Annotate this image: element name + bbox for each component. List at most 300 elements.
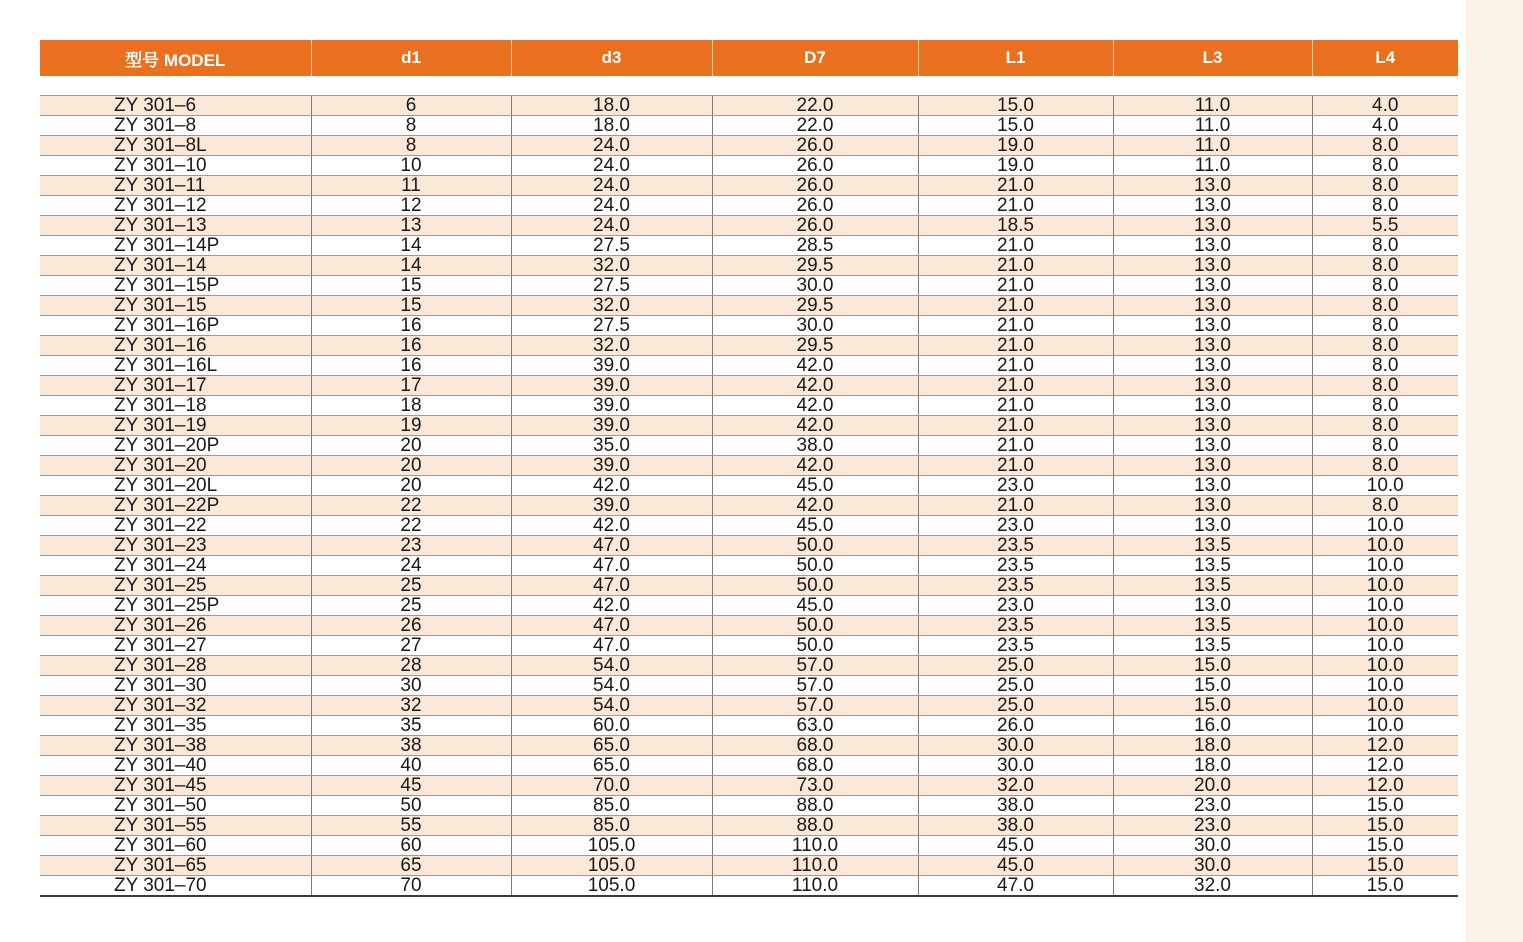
table-row [40,576,1458,596]
cell-L1: 15.0 [918,96,1113,116]
cell-model: ZY 301–65 [40,856,311,876]
cell-d1: 14 [311,236,511,256]
cell-L1: 21.0 [918,416,1113,436]
cell-model: ZY 301–27 [40,636,311,656]
cell-L4: 15.0 [1312,796,1458,816]
cell-D7: 26.0 [712,156,918,176]
cell-d3: 42.0 [511,596,712,616]
cell-d3: 24.0 [511,156,712,176]
cell-L1: 25.0 [918,696,1113,716]
cell-d1: 20 [311,456,511,476]
cell-L4: 12.0 [1312,776,1458,796]
table-row [40,276,1458,296]
cell-L3: 13.5 [1113,536,1312,556]
table-row [40,356,1458,376]
cell-L4: 15.0 [1312,856,1458,876]
cell-d3: 65.0 [511,756,712,776]
cell-D7: 28.5 [712,236,918,256]
cell-L1: 21.0 [918,396,1113,416]
table-row [40,716,1458,736]
cell-d1: 25 [311,576,511,596]
cell-L1: 21.0 [918,356,1113,376]
cell-d3: 24.0 [511,196,712,216]
cell-d3: 39.0 [511,396,712,416]
cell-L4: 10.0 [1312,616,1458,636]
cell-d1: 11 [311,176,511,196]
cell-L4: 4.0 [1312,96,1458,116]
cell-L1: 21.0 [918,316,1113,336]
cell-D7: 38.0 [712,436,918,456]
cell-L1: 30.0 [918,756,1113,776]
cell-L3: 13.5 [1113,576,1312,596]
cell-D7: 57.0 [712,656,918,676]
cell-L3: 11.0 [1113,116,1312,136]
table-row [40,876,1458,897]
cell-d1: 27 [311,636,511,656]
cell-d1: 23 [311,536,511,556]
cell-L1: 21.0 [918,336,1113,356]
cell-L3: 18.0 [1113,756,1312,776]
cell-d3: 39.0 [511,376,712,396]
cell-L3: 15.0 [1113,656,1312,676]
cell-d3: 35.0 [511,436,712,456]
cell-L4: 10.0 [1312,516,1458,536]
cell-L1: 23.5 [918,576,1113,596]
cell-L1: 23.0 [918,476,1113,496]
cell-L4: 12.0 [1312,736,1458,756]
cell-d3: 65.0 [511,736,712,756]
cell-L4: 15.0 [1312,836,1458,856]
cell-d3: 42.0 [511,516,712,536]
cell-d1: 60 [311,836,511,856]
cell-D7: 22.0 [712,116,918,136]
cell-L4: 8.0 [1312,196,1458,216]
cell-model: ZY 301–22 [40,516,311,536]
cell-model: ZY 301–20 [40,456,311,476]
cell-d1: 28 [311,656,511,676]
cell-model: ZY 301–6 [40,96,311,116]
cell-L4: 8.0 [1312,276,1458,296]
cell-L4: 8.0 [1312,256,1458,276]
cell-L4: 4.0 [1312,116,1458,136]
table-row [40,236,1458,256]
cell-d3: 105.0 [511,876,712,897]
cell-model: ZY 301–70 [40,876,311,897]
cell-L4: 12.0 [1312,756,1458,776]
cell-D7: 26.0 [712,136,918,156]
cell-model: ZY 301–35 [40,716,311,736]
cell-d3: 39.0 [511,496,712,516]
cell-d1: 15 [311,296,511,316]
cell-model: ZY 301–25P [40,596,311,616]
cell-d1: 20 [311,436,511,456]
cell-model: ZY 301–15P [40,276,311,296]
table-row [40,736,1458,756]
cell-d1: 8 [311,116,511,136]
cell-d1: 26 [311,616,511,636]
table-row [40,636,1458,656]
cell-model: ZY 301–10 [40,156,311,176]
cell-L4: 10.0 [1312,636,1458,656]
cell-d1: 19 [311,416,511,436]
cell-d3: 18.0 [511,116,712,136]
cell-L4: 8.0 [1312,236,1458,256]
cell-d1: 18 [311,396,511,416]
header-L4: L4 [1312,40,1458,76]
cell-L3: 11.0 [1113,136,1312,156]
cell-L1: 25.0 [918,656,1113,676]
cell-d3: 24.0 [511,176,712,196]
table-row [40,336,1458,356]
cell-D7: 50.0 [712,616,918,636]
header-d3: d3 [511,40,712,76]
cell-L4: 8.0 [1312,176,1458,196]
cell-D7: 42.0 [712,456,918,476]
cell-L1: 19.0 [918,156,1113,176]
cell-model: ZY 301–25 [40,576,311,596]
cell-L3: 15.0 [1113,676,1312,696]
cell-D7: 50.0 [712,536,918,556]
cell-model: ZY 301–18 [40,396,311,416]
cell-L1: 21.0 [918,296,1113,316]
table-row [40,676,1458,696]
cell-L1: 21.0 [918,376,1113,396]
cell-D7: 57.0 [712,696,918,716]
cell-D7: 29.5 [712,336,918,356]
table-row [40,476,1458,496]
table-row [40,856,1458,876]
table-row [40,176,1458,196]
cell-L4: 10.0 [1312,676,1458,696]
cell-model: ZY 301–8 [40,116,311,136]
cell-L1: 23.5 [918,636,1113,656]
cell-L1: 23.5 [918,556,1113,576]
cell-L3: 16.0 [1113,716,1312,736]
cell-d3: 42.0 [511,476,712,496]
cell-D7: 45.0 [712,476,918,496]
table-row [40,656,1458,676]
cell-d3: 39.0 [511,416,712,436]
cell-D7: 63.0 [712,716,918,736]
cell-d3: 54.0 [511,676,712,696]
table-row [40,376,1458,396]
cell-model: ZY 301–40 [40,756,311,776]
cell-model: ZY 301–23 [40,536,311,556]
cell-model: ZY 301–19 [40,416,311,436]
cell-L4: 8.0 [1312,496,1458,516]
cell-d1: 22 [311,516,511,536]
cell-D7: 110.0 [712,876,918,897]
cell-model: ZY 301–12 [40,196,311,216]
cell-D7: 29.5 [712,296,918,316]
cell-L4: 10.0 [1312,476,1458,496]
cell-d1: 14 [311,256,511,276]
table-row [40,96,1458,116]
cell-D7: 42.0 [712,496,918,516]
cell-d1: 13 [311,216,511,236]
table-row [40,596,1458,616]
cell-d3: 39.0 [511,456,712,476]
table-row [40,496,1458,516]
cell-model: ZY 301–13 [40,216,311,236]
cell-d1: 40 [311,756,511,776]
table-row [40,836,1458,856]
cell-L3: 13.0 [1113,376,1312,396]
cell-model: ZY 301–20L [40,476,311,496]
cell-model: ZY 301–14 [40,256,311,276]
table-row [40,316,1458,336]
specification-table [40,40,1458,897]
cell-D7: 26.0 [712,196,918,216]
cell-model: ZY 301–45 [40,776,311,796]
cell-L3: 13.0 [1113,416,1312,436]
cell-model: ZY 301–22P [40,496,311,516]
cell-D7: 110.0 [712,856,918,876]
cell-d3: 47.0 [511,576,712,596]
cell-L4: 8.0 [1312,136,1458,156]
cell-L1: 15.0 [918,116,1113,136]
table-row [40,296,1458,316]
cell-L3: 13.0 [1113,356,1312,376]
cell-L3: 13.0 [1113,476,1312,496]
table-row [40,436,1458,456]
cell-D7: 110.0 [712,836,918,856]
cell-d1: 65 [311,856,511,876]
cell-L3: 13.5 [1113,556,1312,576]
cell-d3: 24.0 [511,216,712,236]
table-row [40,696,1458,716]
cell-D7: 42.0 [712,416,918,436]
cell-D7: 30.0 [712,276,918,296]
cell-D7: 50.0 [712,576,918,596]
cell-L3: 13.0 [1113,496,1312,516]
cell-D7: 88.0 [712,816,918,836]
cell-d3: 47.0 [511,616,712,636]
cell-L1: 19.0 [918,136,1113,156]
cell-L1: 23.0 [918,516,1113,536]
cell-L3: 13.0 [1113,196,1312,216]
header-d1: d1 [311,40,511,76]
cell-L4: 8.0 [1312,416,1458,436]
cell-model: ZY 301–26 [40,616,311,636]
cell-L4: 10.0 [1312,656,1458,676]
cell-L4: 8.0 [1312,316,1458,336]
cell-d1: 25 [311,596,511,616]
cell-d1: 22 [311,496,511,516]
cell-d3: 27.5 [511,316,712,336]
cell-d1: 32 [311,696,511,716]
cell-L1: 45.0 [918,856,1113,876]
cell-L1: 38.0 [918,796,1113,816]
cell-L3: 13.0 [1113,296,1312,316]
cell-D7: 26.0 [712,176,918,196]
cell-D7: 88.0 [712,796,918,816]
header-L1: L1 [918,40,1113,76]
cell-d3: 47.0 [511,536,712,556]
cell-L3: 13.0 [1113,456,1312,476]
cell-d1: 50 [311,796,511,816]
cell-L1: 32.0 [918,776,1113,796]
table-row [40,116,1458,136]
cell-model: ZY 301–60 [40,836,311,856]
cell-d3: 54.0 [511,696,712,716]
cell-L4: 5.5 [1312,216,1458,236]
cell-d1: 6 [311,96,511,116]
cell-d3: 24.0 [511,136,712,156]
cell-model: ZY 301–8L [40,136,311,156]
table-row [40,156,1458,176]
cell-L1: 23.5 [918,616,1113,636]
cell-L4: 8.0 [1312,156,1458,176]
cell-L4: 8.0 [1312,456,1458,476]
table-row [40,616,1458,636]
table-row [40,796,1458,816]
cell-model: ZY 301–16P [40,316,311,336]
cell-L4: 10.0 [1312,596,1458,616]
cell-L3: 13.0 [1113,316,1312,336]
cell-L3: 20.0 [1113,776,1312,796]
cell-model: ZY 301–15 [40,296,311,316]
header-separator [40,76,1458,96]
cell-model: ZY 301–50 [40,796,311,816]
cell-d3: 85.0 [511,816,712,836]
cell-L1: 45.0 [918,836,1113,856]
table-row [40,456,1458,476]
cell-L4: 10.0 [1312,576,1458,596]
cell-L3: 13.0 [1113,236,1312,256]
cell-d1: 10 [311,156,511,176]
cell-d1: 15 [311,276,511,296]
cell-model: ZY 301–28 [40,656,311,676]
cell-L3: 23.0 [1113,796,1312,816]
cell-model: ZY 301–16 [40,336,311,356]
cell-d1: 35 [311,716,511,736]
table-row [40,216,1458,236]
cell-L3: 18.0 [1113,736,1312,756]
cell-d3: 105.0 [511,856,712,876]
cell-d3: 47.0 [511,636,712,656]
cell-L1: 21.0 [918,176,1113,196]
cell-L1: 21.0 [918,256,1113,276]
header-model: 型号 MODEL [40,40,311,76]
cell-d3: 32.0 [511,256,712,276]
cell-L3: 15.0 [1113,696,1312,716]
cell-D7: 26.0 [712,216,918,236]
cell-model: ZY 301–14P [40,236,311,256]
table-row [40,256,1458,276]
cell-d3: 60.0 [511,716,712,736]
cell-L3: 13.0 [1113,256,1312,276]
cell-d1: 24 [311,556,511,576]
cell-L3: 13.0 [1113,336,1312,356]
cell-D7: 29.5 [712,256,918,276]
cell-L3: 11.0 [1113,96,1312,116]
cell-L3: 13.0 [1113,276,1312,296]
table-row [40,776,1458,796]
cell-d1: 20 [311,476,511,496]
cell-d3: 27.5 [511,276,712,296]
cell-L4: 8.0 [1312,376,1458,396]
cell-D7: 68.0 [712,756,918,776]
cell-L3: 30.0 [1113,856,1312,876]
cell-L1: 25.0 [918,676,1113,696]
cell-L4: 10.0 [1312,556,1458,576]
cell-d1: 30 [311,676,511,696]
cell-L4: 8.0 [1312,356,1458,376]
cell-L1: 30.0 [918,736,1113,756]
cell-L1: 23.0 [918,596,1113,616]
cell-d1: 16 [311,336,511,356]
cell-D7: 42.0 [712,396,918,416]
cell-model: ZY 301–17 [40,376,311,396]
cell-L3: 13.5 [1113,616,1312,636]
cell-L1: 21.0 [918,436,1113,456]
table-row [40,816,1458,836]
cell-d1: 16 [311,316,511,336]
cell-L4: 10.0 [1312,536,1458,556]
cell-L3: 30.0 [1113,836,1312,856]
cell-L1: 18.5 [918,216,1113,236]
cell-L1: 23.5 [918,536,1113,556]
cell-model: ZY 301–16L [40,356,311,376]
cell-D7: 42.0 [712,376,918,396]
cell-L1: 21.0 [918,496,1113,516]
header-L3: L3 [1113,40,1312,76]
cell-L3: 11.0 [1113,156,1312,176]
cell-model: ZY 301–32 [40,696,311,716]
cell-L3: 13.5 [1113,636,1312,656]
cell-L4: 10.0 [1312,696,1458,716]
cell-D7: 45.0 [712,516,918,536]
cell-d1: 12 [311,196,511,216]
cell-L1: 21.0 [918,236,1113,256]
cell-D7: 68.0 [712,736,918,756]
cell-d3: 32.0 [511,296,712,316]
cell-L1: 47.0 [918,876,1113,897]
cell-d3: 85.0 [511,796,712,816]
cell-model: ZY 301–24 [40,556,311,576]
cell-D7: 73.0 [712,776,918,796]
cell-d1: 55 [311,816,511,836]
cell-D7: 57.0 [712,676,918,696]
cell-d3: 18.0 [511,96,712,116]
table-row [40,396,1458,416]
cell-L3: 13.0 [1113,516,1312,536]
cell-L3: 13.0 [1113,436,1312,456]
cell-model: ZY 301–20P [40,436,311,456]
cell-d1: 45 [311,776,511,796]
cell-L1: 26.0 [918,716,1113,736]
cell-d1: 17 [311,376,511,396]
cell-d1: 16 [311,356,511,376]
cell-d3: 105.0 [511,836,712,856]
cell-d3: 47.0 [511,556,712,576]
cell-D7: 50.0 [712,636,918,656]
table-row [40,556,1458,576]
cell-d3: 39.0 [511,356,712,376]
cell-model: ZY 301–11 [40,176,311,196]
cell-model: ZY 301–55 [40,816,311,836]
cell-L4: 8.0 [1312,396,1458,416]
cell-d3: 27.5 [511,236,712,256]
cell-L3: 13.0 [1113,396,1312,416]
table-row [40,416,1458,436]
cell-L4: 8.0 [1312,436,1458,456]
cell-L3: 32.0 [1113,876,1312,897]
cell-L4: 8.0 [1312,296,1458,316]
cell-d1: 38 [311,736,511,756]
table-row [40,536,1458,556]
